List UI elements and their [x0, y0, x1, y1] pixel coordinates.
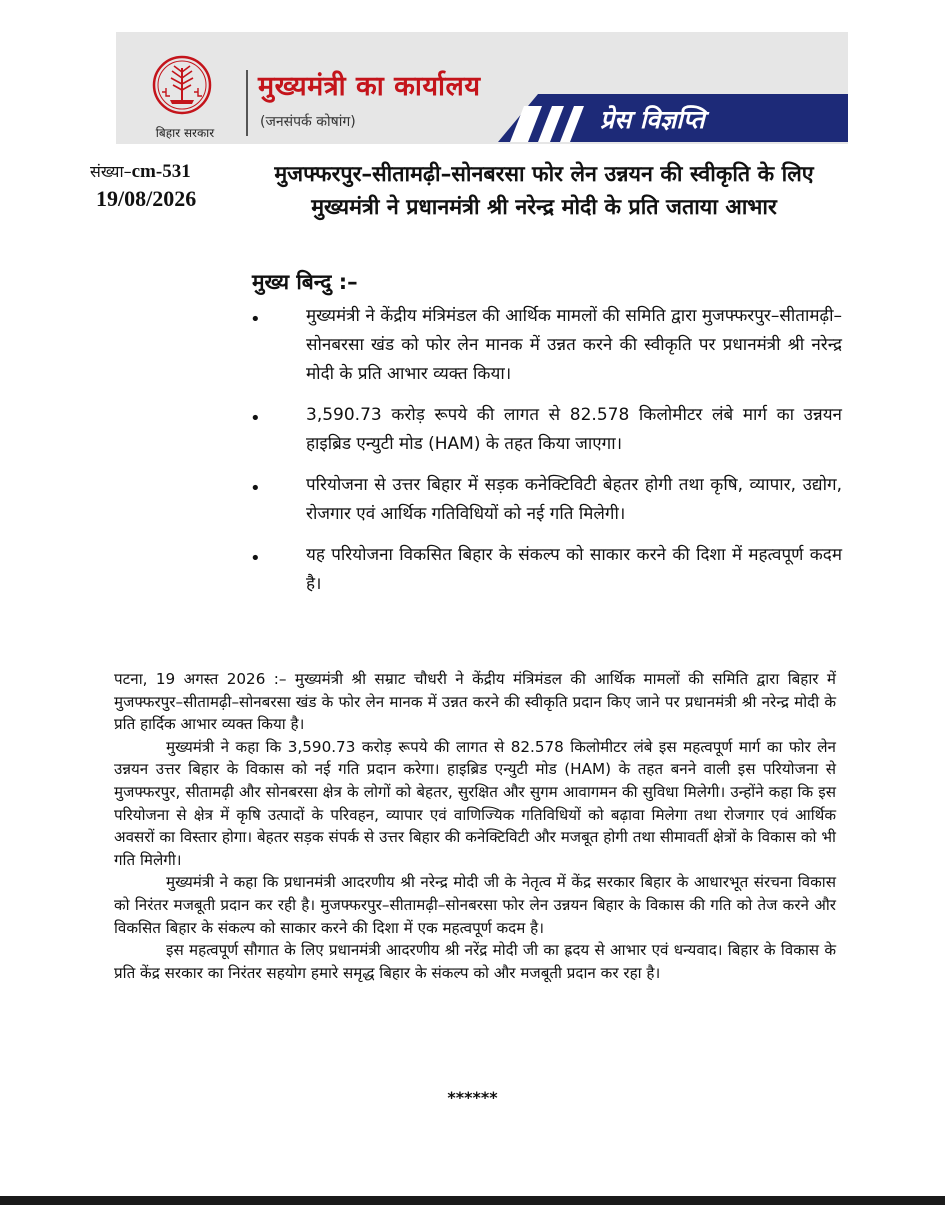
- reference-prefix: संख्या–: [90, 162, 132, 181]
- list-item: [246, 302, 842, 389]
- body-paragraph: पटना, 19 अगस्त 2026 :– मुख्यमंत्री श्री सम्राट चौधरी ने केंद्रीय मंत्रिमंडल की आर्थिक मामलों की समिति द्वारा बिहार में मुजफ्फरपुर–सीतामढ़ी–सोनबरसा खंड के फोर लेन मानक में उन्नत करने की स्वीकृति प्रदान किए जाने पर प्रधानमंत्री श्री नरेन्द्र मोदी के प्रति हार्दिक आभार व्यक्त किया है।: [114, 670, 836, 734]
- page-bottom-edge: [0, 1196, 945, 1205]
- list-item: [246, 471, 842, 529]
- bullet-icon: •: [250, 478, 261, 499]
- bullet-icon: •: [250, 548, 261, 569]
- bihar-emblem-icon: [152, 54, 212, 116]
- highlights-list: [246, 302, 842, 611]
- highlight-text: मुख्यमंत्री ने केंद्रीय मंत्रिमंडल की आर्थिक मामलों की समिति द्वारा मुजफ्फरपुर–सीतामढ़ी–सोनबरसा खंड को फोर लेन मानक में उन्नत करने की स्वीकृति पर प्रधानमंत्री श्री नरेन्द्र मोदी के प्रति आभार व्यक्त किया।: [306, 306, 842, 384]
- bullet-icon: •: [250, 309, 261, 330]
- office-subtitle: (जनसंपर्क कोषांग): [260, 114, 356, 130]
- reference-number: [90, 160, 191, 183]
- highlights-label: मुख्य बिन्दु :–: [252, 270, 358, 294]
- highlight-text: परियोजना से उत्तर बिहार में सड़क कनेक्टिविटी बेहतर होगी तथा कृषि, व्यापार, उद्योग, रोजगार एवं आर्थिक गतिविधियों को नई गति मिलेगी।: [306, 475, 842, 524]
- body-paragraph: मुख्यमंत्री ने कहा कि 3,590.73 करोड़ रूपये की लागत से 82.578 किलोमीटर लंबे इस महत्वपूर्ण मार्ग का फोर लेन उन्नयन उत्तर बिहार के विकास को नई गति प्रदान करेगा। हाइब्रिड एन्युटी मोड (HAM) के तहत बनने वाली इस परियोजना से मुजफ्फरपुर, सीतामढ़ी और सोनबरसा क्षेत्र के लोगों को बेहतर, सुरक्षित और सुगम आवागमन की सुविधा मिलेगी। उन्होंने कहा कि इस परियोजना से क्षेत्र में कृषि उत्पादों के परिवहन, व्यापार एवं वाणिज्यिक गतिविधियों को बढ़ावा मिलेगा तथा रोजगार एवं आर्थिक अवसरों का विस्तार होगा। बेहतर सड़क संपर्क से उत्तर बिहार की कनेक्टिविटी और मजबूत होगी तथा सीमावर्ती क्षेत्रों के विकास को भी गति मिलेगी।: [114, 737, 836, 869]
- office-title: मुख्यमंत्री का कार्यालय: [258, 71, 481, 102]
- headline: मुजफ्फरपुर–सीतामढ़ी–सोनबरसा फोर लेन उन्नयन की स्वीकृति के लिए मुख्यमंत्री ने प्रधानमंत्री श्री नरेन्द्र मोदी के प्रति जताया आभार: [274, 162, 814, 220]
- body-paragraph: इस महत्वपूर्ण सौगात के लिए प्रधानमंत्री आदरणीय श्री नरेंद्र मोदी जी का ह्रदय से आभार एवं धन्यवाद। बिहार के विकास के प्रति केंद्र सरकार का निरंतर सहयोग हमारे समृद्ध बिहार के संकल्प को और मजबूती प्रदान कर रहा है।: [114, 941, 836, 982]
- reference-code: cm-531: [131, 161, 191, 182]
- list-item: [246, 401, 842, 459]
- release-date: 19/08/2026: [96, 186, 197, 211]
- press-release-label: प्रेस विज्ञप्ति: [600, 105, 705, 134]
- header-divider: [246, 70, 248, 136]
- state-name: बिहार सरकार: [155, 126, 215, 140]
- body-paragraph: मुख्यमंत्री ने कहा कि प्रधानमंत्री आदरणीय श्री नरेन्द्र मोदी जी के नेतृत्व में केंद्र सरकार बिहार के आधारभूत संरचना विकास को निरंतर मजबूती प्रदान कर रही है। मुजफ्फरपुर–सीतामढ़ी–सोनबरसा फोर लेन उन्नयन बिहार के विकास की गति को तेज करने और विकसित बिहार के संकल्प को साकार करने की दिशा में एक महत्वपूर्ण कदम है।: [114, 873, 836, 937]
- bullet-icon: •: [250, 408, 261, 429]
- highlight-text: यह परियोजना विकसित बिहार के संकल्प को साकार करने की दिशा में महत्वपूर्ण कदम है।: [306, 545, 842, 594]
- press-release-body: [114, 668, 836, 984]
- list-item: [246, 541, 842, 599]
- end-mark: ******: [447, 1088, 498, 1107]
- highlight-text: 3,590.73 करोड़ रूपये की लागत से 82.578 किलोमीटर लंबे मार्ग का उन्नयन हाइब्रिड एन्युटी मोड (HAM) के तहत किया जाएगा।: [306, 405, 842, 454]
